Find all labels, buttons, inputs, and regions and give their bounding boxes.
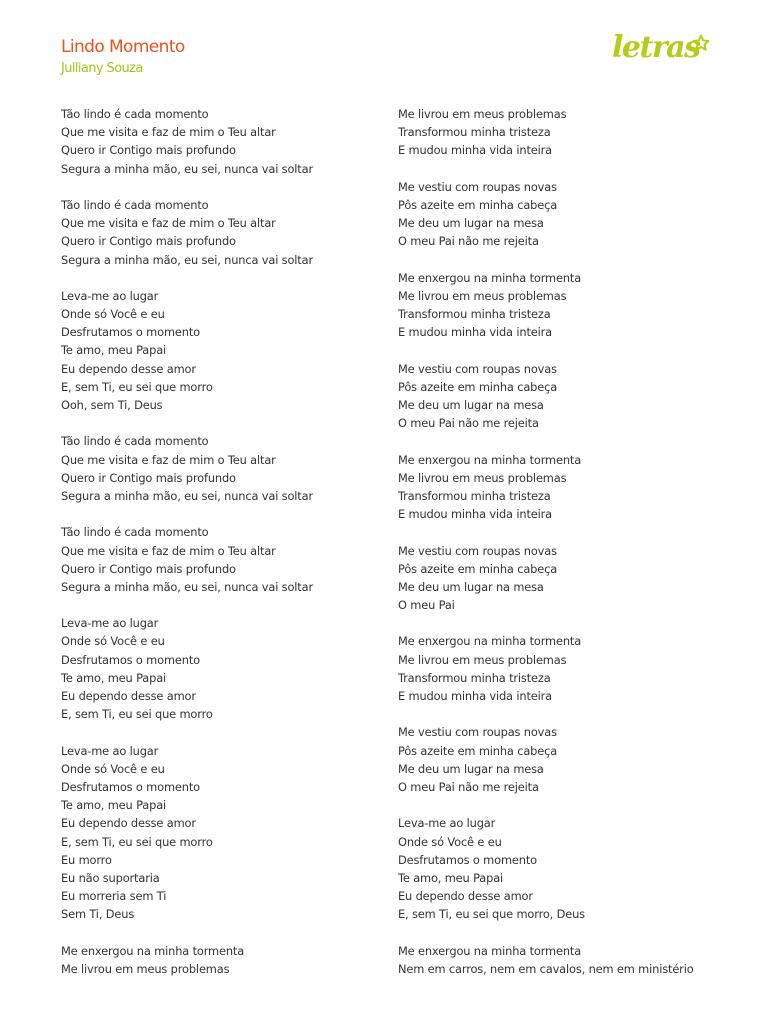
lyric-line: Onde só Você e eu [398,834,502,849]
lyric-stanza [398,942,694,978]
lyric-line: Me livrou em meus problemas [61,961,230,976]
star-icon [692,34,710,52]
lyric-line: Me vestiu com roupas novas [398,543,557,558]
lyric-line: Eu morro [61,852,112,867]
lyric-line: Onde só Você e eu [61,307,165,322]
lyric-line: Te amo, meu Papai [61,670,167,685]
lyric-line: Me livrou em meus problemas [398,288,567,303]
lyric-line: Me vestiu com roupas novas [398,725,557,740]
lyric-stanza [61,287,313,414]
lyric-line: Eu dependo desse amor [398,889,533,904]
lyric-line: E mudou minha vida inteira [398,689,552,703]
lyric-stanza [61,196,313,269]
song-title: Lindo Momento [61,37,185,57]
lyric-stanza [398,451,694,524]
lyric-stanza [398,814,694,923]
lyric-line: Tão lindo é cada momento [61,107,209,121]
lyric-line: Que me visita e faz de mim o Teu altar [61,452,276,467]
lyric-line: Sem Ti, Deus [61,907,135,922]
lyric-line: O meu Pai não me rejeita [398,779,539,794]
lyrics-column-left [61,105,313,996]
lyric-line: Desfrutamos o momento [398,852,537,867]
lyric-stanza [61,432,313,505]
lyric-line: Me deu um lugar na mesa [398,579,544,594]
lyric-line: Me enxergou na minha tormenta [398,634,582,649]
lyric-line: Que me visita e faz de mim o Teu altar [61,216,276,231]
lyric-line: Nem em carros, nem em cavalos, nem em ministério [398,961,694,976]
lyric-line: Me vestiu com roupas novas [398,361,557,376]
lyric-line: Desfrutamos o momento [61,325,200,340]
lyric-line: Me enxergou na minha tormenta [398,452,582,467]
lyric-line: Quero ir Contigo mais profundo [61,561,236,576]
lyric-line: Transformou minha tristeza [398,307,551,322]
lyric-line: Tão lindo é cada momento [61,197,209,212]
lyric-line: E mudou minha vida inteira [398,143,552,158]
lyric-line: Segura a minha mão, eu sei, nunca vai soltar [61,579,313,594]
lyric-line: Me livrou em meus problemas [398,470,567,485]
lyric-line: Pôs azeite em minha cabeça [398,743,558,758]
lyric-line: Me enxergou na minha tormenta [398,943,582,958]
lyric-line: Tão lindo é cada momento [61,434,209,449]
lyric-line: Transformou minha tristeza [398,488,551,503]
lyric-stanza [398,360,694,433]
lyric-stanza [61,942,313,978]
lyric-line: Onde só Você e eu [61,634,165,649]
lyric-stanza [398,632,694,705]
lyric-line: Desfrutamos o momento [61,652,200,667]
lyric-line: Pôs azeite em minha cabeça [398,379,558,394]
lyric-line: Pôs azeite em minha cabeça [398,561,558,576]
lyric-line: Quero ir Contigo mais profundo [61,143,236,158]
lyric-line: E, sem Ti, eu sei que morro, Deus [398,907,585,922]
letras-logo [612,30,712,70]
lyric-line: Leva-me ao lugar [398,816,496,831]
artist-name: Julliany Souza [61,61,143,76]
lyric-line: O meu Pai não me rejeita [398,416,539,431]
lyric-line: Leva-me ao lugar [61,616,159,631]
lyric-line: Leva-me ao lugar [61,288,159,303]
lyric-line: Que me visita e faz de mim o Teu altar [61,543,276,558]
logo-text: letras [612,30,700,65]
lyric-line: Desfrutamos o momento [61,779,200,794]
lyric-stanza [398,723,694,796]
lyric-line: Tão lindo é cada momento [61,525,209,540]
lyric-line: Pôs azeite em minha cabeça [398,197,558,212]
lyric-line: Eu dependo desse amor [61,689,196,703]
lyric-line: Te amo, meu Papai [398,870,504,885]
lyric-line: Me deu um lugar na mesa [398,216,544,231]
lyric-line: O meu Pai não me rejeita [398,234,539,249]
lyric-line: Transformou minha tristeza [398,670,551,685]
lyric-stanza [398,542,694,615]
lyric-line: Eu não suportaria [61,870,160,885]
lyric-stanza [398,105,694,160]
lyric-line: Eu morreria sem Ti [61,889,167,904]
lyric-line: Te amo, meu Papai [61,343,167,358]
lyric-line: Me livrou em meus problemas [398,652,567,667]
lyric-line: E, sem Ti, eu sei que morro [61,379,213,394]
lyric-line: Me deu um lugar na mesa [398,761,544,776]
lyric-line: Onde só Você e eu [61,761,165,776]
lyric-stanza [61,105,313,178]
lyric-stanza [61,523,313,596]
lyric-line: Me enxergou na minha tormenta [398,270,582,285]
lyric-line: Me enxergou na minha tormenta [61,943,245,958]
lyric-stanza [61,614,313,723]
lyric-line: E mudou minha vida inteira [398,507,552,522]
lyric-stanza [398,269,694,342]
lyric-line: E, sem Ti, eu sei que morro [61,834,213,849]
lyric-line: Quero ir Contigo mais profundo [61,470,236,485]
lyric-line: Leva-me ao lugar [61,743,159,758]
lyric-line: Que me visita e faz de mim o Teu altar [61,125,276,140]
lyric-line: Me deu um lugar na mesa [398,398,544,412]
lyric-line: Eu dependo desse amor [61,361,196,376]
lyric-line: Me livrou em meus problemas [398,107,567,121]
lyric-line: O meu Pai [398,598,455,613]
lyric-line: E, sem Ti, eu sei que morro [61,707,213,722]
lyric-stanza [61,742,313,924]
lyric-line: Segura a minha mão, eu sei, nunca vai soltar [61,161,313,176]
lyric-line: Transformou minha tristeza [398,125,551,140]
lyric-line: E mudou minha vida inteira [398,325,552,340]
lyric-line: Te amo, meu Papai [61,798,167,813]
lyric-stanza [398,178,694,251]
lyric-line: Eu dependo desse amor [61,816,196,831]
lyric-line: Ooh, sem Ti, Deus [61,398,163,412]
lyrics-column-right [398,105,694,996]
lyric-line: Segura a minha mão, eu sei, nunca vai soltar [61,252,313,267]
lyric-line: Me vestiu com roupas novas [398,179,557,194]
lyric-line: Quero ir Contigo mais profundo [61,234,236,249]
song-header [61,36,185,79]
lyric-line: Segura a minha mão, eu sei, nunca vai soltar [61,488,313,503]
